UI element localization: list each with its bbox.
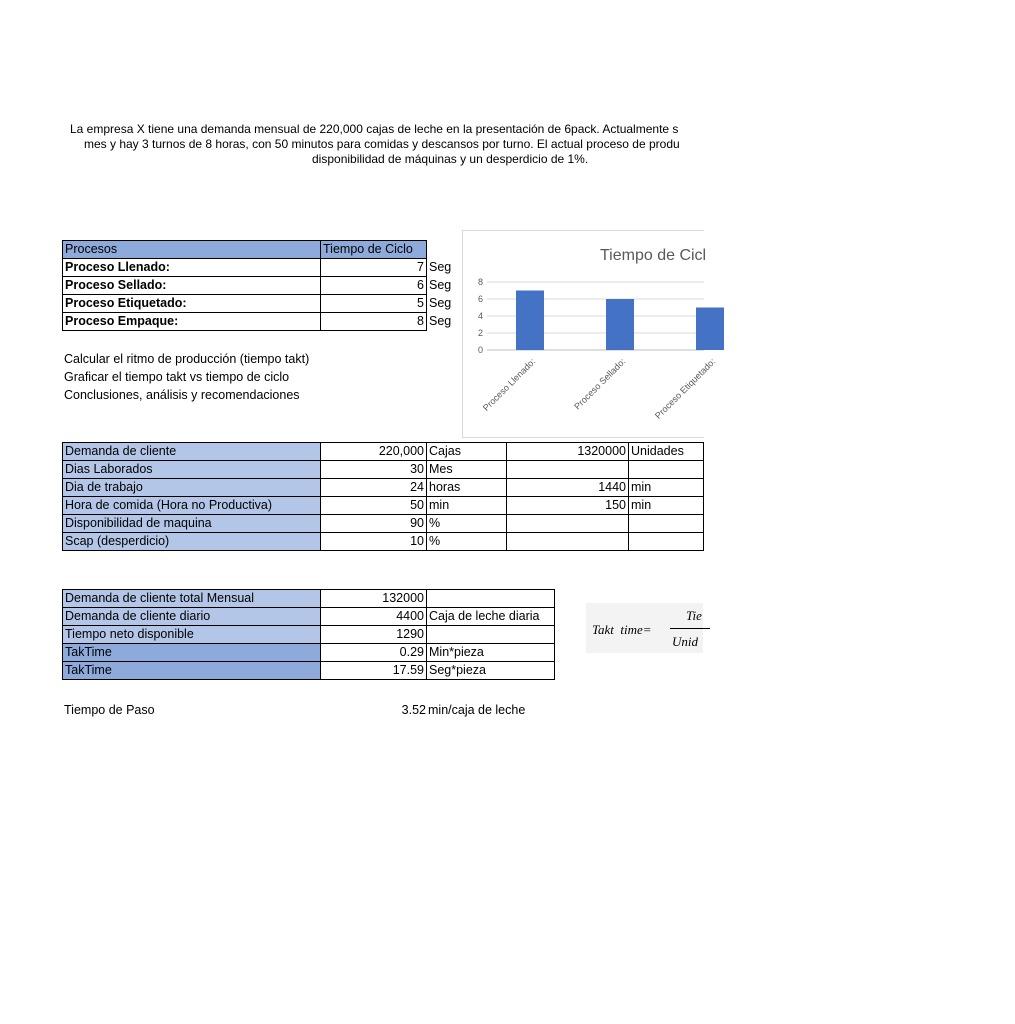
demand-value-2[interactable]: [507, 515, 629, 533]
result-value[interactable]: 1290: [321, 626, 427, 644]
demand-value[interactable]: 24: [321, 479, 427, 497]
process-value[interactable]: 7: [321, 259, 427, 277]
demand-label[interactable]: Hora de comida (Hora no Productiva): [63, 497, 321, 515]
header-procesos[interactable]: Procesos: [63, 241, 321, 259]
process-unit[interactable]: Seg: [429, 278, 452, 292]
table-row: [63, 515, 704, 533]
table-row: [63, 590, 555, 608]
demand-label[interactable]: Disponibilidad de maquina: [63, 515, 321, 533]
result-value[interactable]: 17.59: [321, 662, 427, 680]
table-row: [63, 497, 704, 515]
pace-value[interactable]: 3.52: [401, 703, 426, 717]
table-row: [63, 533, 704, 551]
table-row: [63, 277, 449, 295]
note-item[interactable]: Conclusiones, análisis y recomendaciones: [64, 388, 300, 402]
process-unit[interactable]: Seg: [429, 296, 452, 310]
result-unit[interactable]: [427, 626, 555, 644]
table-row: [63, 662, 555, 680]
y-tick-label: 4: [477, 311, 483, 321]
result-unit[interactable]: [427, 590, 555, 608]
intro-line-3: disponibilidad de máquinas y un desperdicio de 1%.: [312, 152, 589, 166]
y-tick-label: 2: [477, 328, 483, 338]
result-value[interactable]: 4400: [321, 608, 427, 626]
bar: [606, 299, 634, 350]
demand-unit-2[interactable]: min: [629, 479, 704, 497]
demand-unit[interactable]: %: [427, 515, 507, 533]
chart-svg: [463, 231, 718, 437]
process-value[interactable]: 8: [321, 313, 427, 331]
demand-value-2[interactable]: 150: [507, 497, 629, 515]
process-unit[interactable]: Seg: [429, 314, 452, 328]
process-label[interactable]: Proceso Sellado:: [63, 277, 321, 295]
result-unit[interactable]: Min*pieza: [427, 644, 555, 662]
takt-formula: [586, 603, 703, 653]
results-table: [62, 589, 555, 680]
process-value[interactable]: 5: [321, 295, 427, 313]
table-row: [63, 626, 555, 644]
result-unit[interactable]: Caja de leche diaria: [427, 608, 555, 626]
demand-unit-2[interactable]: Unidades: [629, 443, 704, 461]
table-row: [63, 295, 449, 313]
demand-unit-2[interactable]: min: [629, 497, 704, 515]
demand-value-2[interactable]: 1440: [507, 479, 629, 497]
table-row: [63, 461, 704, 479]
result-label[interactable]: TakTime: [63, 662, 321, 680]
demand-value-2[interactable]: [507, 461, 629, 479]
demand-value-2[interactable]: [507, 533, 629, 551]
demand-unit[interactable]: Mes: [427, 461, 507, 479]
demand-label[interactable]: Scap (desperdicio): [63, 533, 321, 551]
pace-label[interactable]: Tiempo de Paso: [64, 703, 155, 717]
process-table-header: [63, 241, 449, 259]
process-unit[interactable]: Seg: [429, 260, 452, 274]
result-label[interactable]: TakTime: [63, 644, 321, 662]
result-label[interactable]: Tiempo neto disponible: [63, 626, 321, 644]
intro-line-1: La empresa X tiene una demanda mensual de 220,000 cajas de leche en la presentación de 6pack. Actualmente s: [70, 122, 679, 136]
notes-list: [64, 350, 309, 404]
y-tick-label: 0: [477, 345, 483, 355]
note-item[interactable]: Calcular el ritmo de producción (tiempo takt): [64, 352, 310, 366]
intro-line-2: mes y hay 3 turnos de 8 horas, con 50 minutos para comidas y descansos por turno. El actual proceso de produ: [84, 137, 680, 151]
demand-table: [62, 442, 704, 551]
table-row: [63, 644, 555, 662]
result-value[interactable]: 132000: [321, 590, 427, 608]
demand-unit-2[interactable]: [629, 461, 704, 479]
y-tick-label: 8: [477, 277, 483, 287]
demand-unit-2[interactable]: [629, 515, 704, 533]
y-tick-label: 6: [477, 294, 483, 304]
process-label[interactable]: Proceso Etiquetado:: [63, 295, 321, 313]
table-row: [63, 443, 704, 461]
bar: [696, 308, 724, 351]
pace-unit[interactable]: min/caja de leche: [428, 703, 526, 717]
intro-paragraph: [0, 122, 703, 167]
demand-label[interactable]: Dia de trabajo: [63, 479, 321, 497]
x-tick-label: Proceso Etiquetado:: [653, 356, 718, 421]
demand-label[interactable]: Demanda de cliente: [63, 443, 321, 461]
table-row: [63, 259, 449, 277]
demand-unit-2[interactable]: [629, 533, 704, 551]
formula-left: Takt time=: [592, 622, 652, 637]
note-item[interactable]: Graficar el tiempo takt vs tiempo de ciclo: [64, 370, 290, 384]
process-label[interactable]: Proceso Empaque:: [63, 313, 321, 331]
demand-label[interactable]: Dias Laborados: [63, 461, 321, 479]
cycle-time-chart[interactable]: [462, 230, 718, 438]
chart-title: Tiempo de Cicl: [600, 247, 707, 264]
demand-unit[interactable]: Cajas: [427, 443, 507, 461]
result-unit[interactable]: Seg*pieza: [427, 662, 555, 680]
x-tick-label: Proceso Llenado:: [480, 356, 538, 413]
demand-unit[interactable]: horas: [427, 479, 507, 497]
demand-value[interactable]: 30: [321, 461, 427, 479]
result-value[interactable]: 0.29: [321, 644, 427, 662]
result-label[interactable]: Demanda de cliente diario: [63, 608, 321, 626]
process-label[interactable]: Proceso Llenado:: [63, 259, 321, 277]
demand-value[interactable]: 90: [321, 515, 427, 533]
bar: [516, 291, 544, 351]
formula-denominator: Unid: [672, 634, 698, 649]
demand-unit[interactable]: min: [427, 497, 507, 515]
result-label[interactable]: Demanda de cliente total Mensual: [63, 590, 321, 608]
formula-fraction-bar: [670, 628, 710, 629]
demand-value[interactable]: 50: [321, 497, 427, 515]
table-row: [63, 608, 555, 626]
demand-value[interactable]: 10: [321, 533, 427, 551]
table-row: [63, 313, 449, 331]
x-tick-label: Proceso Sellado:: [572, 356, 628, 412]
formula-numerator: Tie: [686, 608, 702, 623]
demand-unit[interactable]: %: [427, 533, 507, 551]
demand-value[interactable]: 220,000: [321, 443, 427, 461]
demand-value-2[interactable]: 1320000: [507, 443, 629, 461]
header-tiempo-ciclo[interactable]: Tiempo de Ciclo: [321, 241, 427, 259]
table-row: [63, 479, 704, 497]
process-value[interactable]: 6: [321, 277, 427, 295]
process-table: [62, 240, 452, 331]
